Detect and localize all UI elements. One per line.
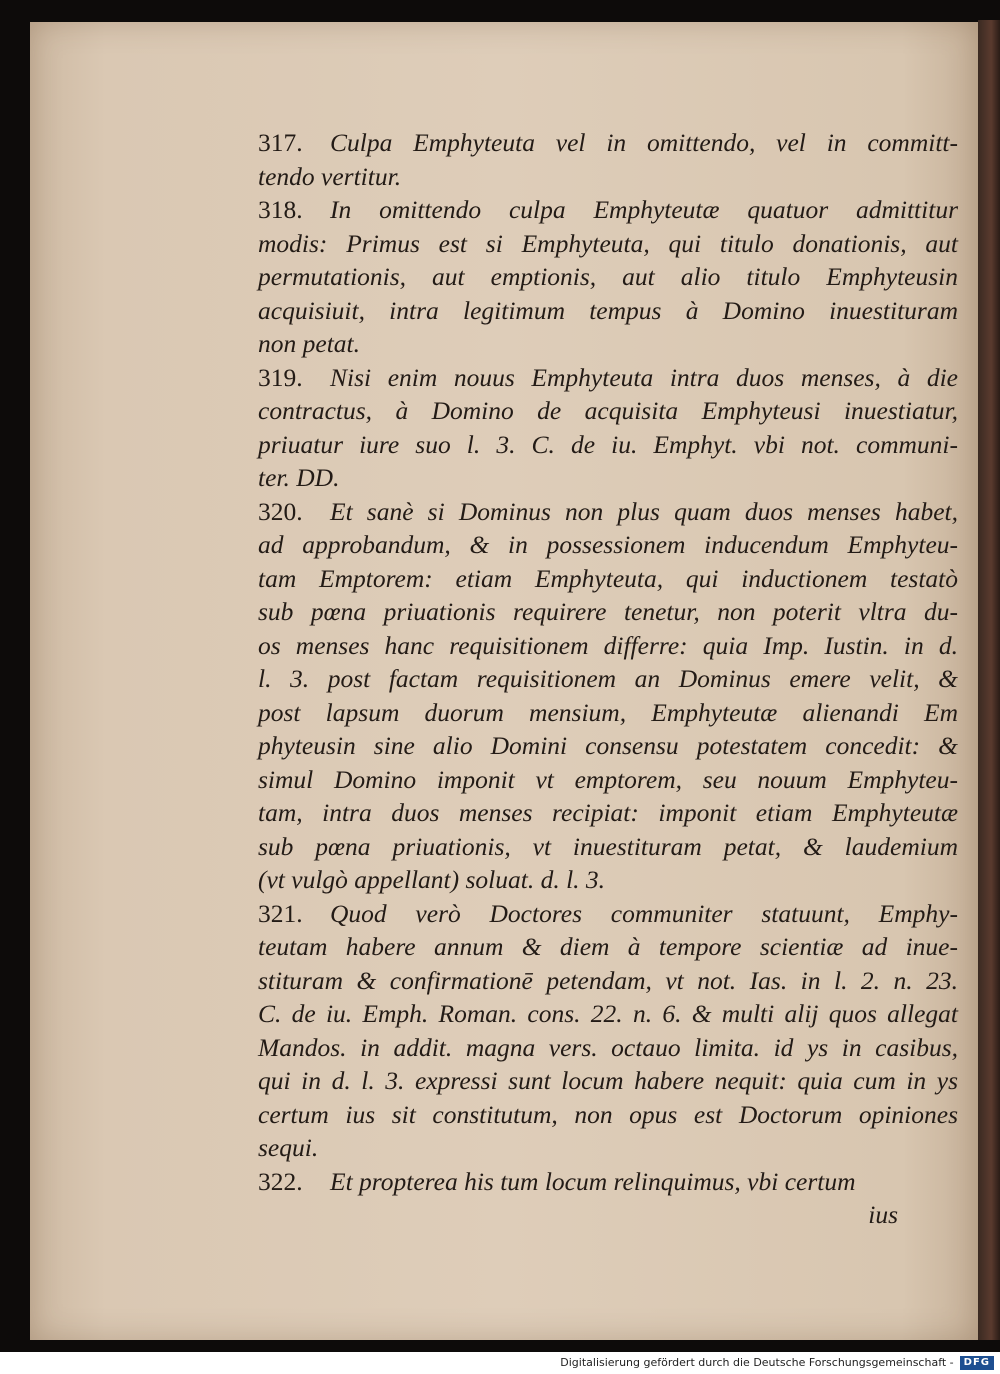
text-line bbox=[258, 227, 958, 261]
paragraph bbox=[258, 897, 958, 1165]
text-line bbox=[258, 763, 958, 797]
paragraph-number: 320. bbox=[258, 496, 303, 526]
text-line bbox=[258, 1031, 958, 1065]
line-text: stituram & confirmationē petendam, vt not. Ias. in l. 2. n. 23. bbox=[258, 965, 958, 995]
line-text: Et propterea his tum locum relinquimus, vbi certum bbox=[330, 1166, 856, 1196]
line-text: qui in d. l. 3. expressi sunt locum habere nequit: quia cum in ys bbox=[258, 1066, 958, 1095]
line-text: post lapsum duorum mensium, Emphyteutæ alienandi Em bbox=[258, 697, 958, 727]
text-line bbox=[258, 897, 958, 931]
line-text: Quod verò Doctores communiter statuunt, Emphy- bbox=[330, 898, 958, 928]
paragraph bbox=[258, 495, 958, 897]
text-line bbox=[258, 528, 958, 562]
line-text: os menses hanc requisitionem differre: quia Imp. Iustin. in d. bbox=[258, 630, 958, 660]
page-text bbox=[258, 126, 958, 1232]
text-line bbox=[258, 696, 958, 730]
text-line bbox=[258, 160, 958, 194]
text-line bbox=[258, 863, 958, 897]
paragraph-number: 318. bbox=[258, 195, 303, 224]
text-line bbox=[258, 1131, 958, 1165]
line-text: teutam habere annum & diem à tempore scientiæ ad inue- bbox=[258, 932, 958, 961]
line-text: priuatur iure suo l. 3. C. de iu. Emphyt. vbi not. communi- bbox=[258, 429, 958, 459]
text-line bbox=[258, 193, 958, 227]
line-text: (vt vulgò appellant) soluat. d. l. 3. bbox=[258, 865, 606, 894]
text-line bbox=[258, 729, 958, 763]
line-text: Culpa Emphyteuta vel in omittendo, vel in committ- bbox=[330, 128, 958, 157]
line-text: l. 3. post factam requisitionem an Dominus emere velit, & bbox=[258, 664, 958, 693]
line-text: non petat. bbox=[258, 329, 360, 358]
line-text: sequi. bbox=[258, 1133, 319, 1162]
text-line bbox=[258, 830, 958, 864]
paragraph bbox=[258, 193, 958, 361]
text-line bbox=[258, 394, 958, 428]
text-line bbox=[258, 260, 958, 294]
footer-credit: Digitalisierung gefördert durch die Deutsche Forschungsgemeinschaft - bbox=[560, 1356, 954, 1369]
paragraph-number: 322. bbox=[258, 1166, 303, 1196]
paragraph-number: 319. bbox=[258, 362, 303, 392]
line-text: certum ius sit constitutum, non opus est Doctorum opiniones bbox=[258, 1099, 958, 1129]
line-text: C. de iu. Emph. Roman. cons. 22. n. 6. & multi alij quos allegat bbox=[258, 999, 958, 1028]
text-line bbox=[258, 495, 958, 529]
text-line bbox=[258, 361, 958, 395]
text-line bbox=[258, 595, 958, 629]
text-line bbox=[258, 629, 958, 663]
line-text: simul Domino imponit vt emptorem, seu nouum Emphyteu- bbox=[258, 764, 958, 794]
line-text: Nisi enim nouus Emphyteuta intra duos menses, à die bbox=[330, 362, 958, 392]
text-line bbox=[258, 1098, 958, 1132]
text-line bbox=[258, 428, 958, 462]
line-text: ter. DD. bbox=[258, 463, 340, 492]
catchword: ius bbox=[868, 1200, 898, 1229]
line-text: In omittendo culpa Emphyteutæ quatuor admittitur bbox=[330, 195, 958, 224]
text-line bbox=[258, 1165, 958, 1199]
text-line bbox=[258, 126, 958, 160]
text-line bbox=[258, 461, 958, 495]
line-text: Mandos. in addit. magna vers. octauo limita. id ys in casibus, bbox=[258, 1032, 958, 1062]
paragraph bbox=[258, 361, 958, 495]
paragraph-number: 321. bbox=[258, 898, 303, 928]
paragraph-number: 317. bbox=[258, 128, 303, 157]
paragraph bbox=[258, 126, 958, 193]
line-text: tam, intra duos menses recipiat: imponit etiam Emphyteutæ bbox=[258, 798, 958, 827]
line-text: ad approbandum, & in possessionem inducendum Emphyteu- bbox=[258, 530, 958, 559]
line-text: sub pœna priuationis, vt inuestituram petat, & laudemium bbox=[258, 831, 958, 861]
line-text: modis: Primus est si Emphyteuta, qui titulo donationis, aut bbox=[258, 228, 958, 258]
line-text: sub pœna priuationis requirere tenetur, non poterit vltra du- bbox=[258, 597, 958, 626]
text-line bbox=[258, 964, 958, 998]
line-text: permutationis, aut emptionis, aut alio titulo Emphyteusin bbox=[258, 262, 958, 291]
dfg-logo: DFG bbox=[960, 1356, 994, 1370]
line-text: tam Emptorem: etiam Emphyteuta, qui inductionem testatò bbox=[258, 563, 958, 593]
text-line bbox=[258, 1064, 958, 1098]
paragraph bbox=[258, 1165, 958, 1199]
text-line bbox=[258, 997, 958, 1031]
text-line bbox=[258, 327, 958, 361]
footer-bar bbox=[0, 1352, 1000, 1374]
line-text: Et sanè si Dominus non plus quam duos menses habet, bbox=[330, 496, 958, 526]
line-text: acquisiuit, intra legitimum tempus à Domino inuestituram bbox=[258, 295, 958, 325]
text-line bbox=[258, 796, 958, 830]
book-edge bbox=[978, 20, 1000, 1340]
line-text: tendo vertitur. bbox=[258, 161, 402, 191]
text-line bbox=[258, 662, 958, 696]
line-text: contractus, à Domino de acquisita Emphyteusi inuestiatur, bbox=[258, 396, 958, 425]
text-line bbox=[258, 930, 958, 964]
text-line bbox=[258, 562, 958, 596]
line-text: phyteusin sine alio Domini consensu potestatem concedit: & bbox=[258, 731, 958, 760]
text-line bbox=[258, 294, 958, 328]
book-page bbox=[30, 22, 978, 1340]
